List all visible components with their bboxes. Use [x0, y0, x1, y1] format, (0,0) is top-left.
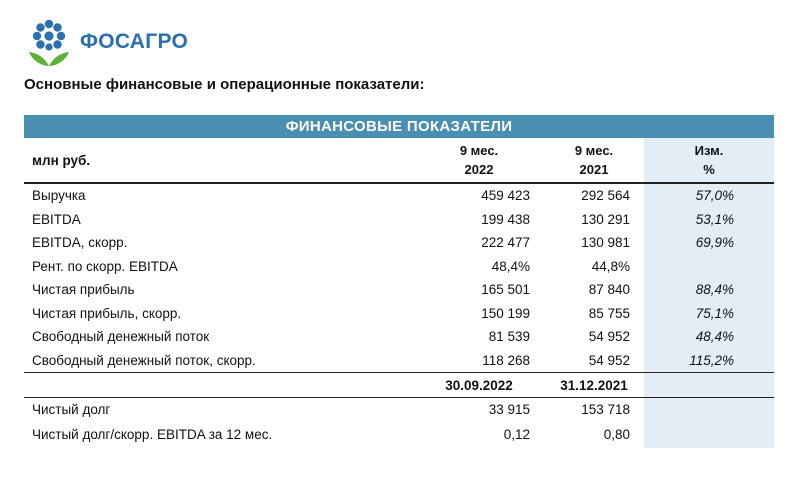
row-label: EBITDA	[32, 211, 81, 227]
column-header-change	[644, 138, 774, 183]
date-31-12-2021: 31.12.2021	[544, 373, 644, 398]
column-header-line1: Изм.	[694, 143, 724, 158]
table-row	[24, 422, 774, 448]
value-9m-2022: 150 199	[481, 305, 530, 321]
change-percent	[644, 398, 774, 422]
value-9m-2021: 0,80	[603, 427, 630, 442]
value-9m-2022: 199 438	[481, 211, 530, 227]
row-label: Чистая прибыль, скорр.	[32, 305, 182, 321]
table-row	[24, 208, 774, 232]
column-header-line2: 2021	[579, 162, 609, 177]
change-percent: 88,4%	[644, 278, 774, 302]
change-percent	[644, 422, 774, 448]
table-row	[24, 398, 774, 422]
value-9m-2022: 33 915	[488, 402, 530, 418]
value-9m-2021: 130 981	[581, 235, 630, 251]
table-row	[24, 325, 774, 349]
value-9m-2021: 54 952	[588, 329, 630, 345]
row-label: EBITDA, скорр.	[32, 235, 128, 251]
subheader-change-blank	[644, 373, 774, 398]
change-percent: 69,9%	[644, 231, 774, 255]
value-9m-2022: 222 477	[481, 235, 530, 251]
value-9m-2021: 130 291	[581, 211, 630, 227]
value-9m-2022: 81 539	[488, 329, 530, 345]
row-label: Чистый долг/скорр. EBITDA за 12 мес.	[32, 427, 273, 442]
column-header-line2: 2022	[464, 162, 494, 177]
units-label: млн руб.	[24, 138, 414, 183]
date-30-09-2022: 30.09.2022	[414, 373, 544, 398]
value-9m-2022: 0,12	[503, 427, 530, 442]
table-row	[24, 302, 774, 326]
table-banner: ФИНАНСОВЫЕ ПОКАЗАТЕЛИ	[24, 115, 774, 138]
brand-logo	[24, 16, 188, 68]
date-subheader-row	[24, 373, 774, 398]
brand-name: ФОСАГРО	[80, 30, 189, 53]
change-percent: 48,4%	[644, 325, 774, 349]
value-9m-2021: 54 952	[588, 352, 630, 368]
table-row	[24, 255, 774, 279]
table-header-row	[24, 138, 774, 183]
column-header-line1: 9 мес.	[574, 143, 614, 158]
value-9m-2022: 118 268	[482, 352, 530, 368]
subheader-blank	[24, 373, 414, 398]
column-header-9m-2021	[544, 138, 644, 183]
value-9m-2022: 459 423	[481, 188, 530, 204]
change-percent: 57,0%	[644, 183, 774, 208]
change-percent	[644, 255, 774, 279]
value-9m-2021: 292 564	[581, 188, 630, 204]
column-header-9m-2022	[414, 138, 544, 183]
table-row	[24, 183, 774, 208]
page-title: Основные финансовые и операционные показатели:	[24, 76, 425, 93]
table-row	[24, 231, 774, 255]
column-header-line2: %	[703, 162, 715, 177]
value-9m-2021: 44,8%	[591, 258, 630, 274]
row-label: Свободный денежный поток	[32, 329, 210, 345]
change-percent: 53,1%	[644, 208, 774, 232]
table-row	[24, 349, 774, 373]
row-label: Чистая прибыль	[32, 282, 135, 298]
value-9m-2021: 87 840	[588, 282, 630, 298]
row-label: Свободный денежный поток, скорр.	[32, 352, 256, 368]
table-row	[24, 278, 774, 302]
row-label: Рент. по скорр. EBITDA	[32, 258, 178, 274]
value-9m-2021: 85 755	[588, 305, 630, 321]
value-9m-2022: 165 501	[481, 282, 530, 298]
column-header-line1: 9 мес.	[459, 143, 499, 158]
row-label: Чистый долг	[32, 402, 111, 418]
change-percent: 75,1%	[644, 302, 774, 326]
value-9m-2022: 48,4%	[491, 258, 530, 274]
row-label: Выручка	[32, 188, 86, 204]
financial-table	[24, 115, 774, 448]
phosagro-flower-icon	[24, 16, 74, 68]
change-percent: 115,2%	[644, 349, 774, 373]
value-9m-2021: 153 718	[581, 402, 630, 418]
